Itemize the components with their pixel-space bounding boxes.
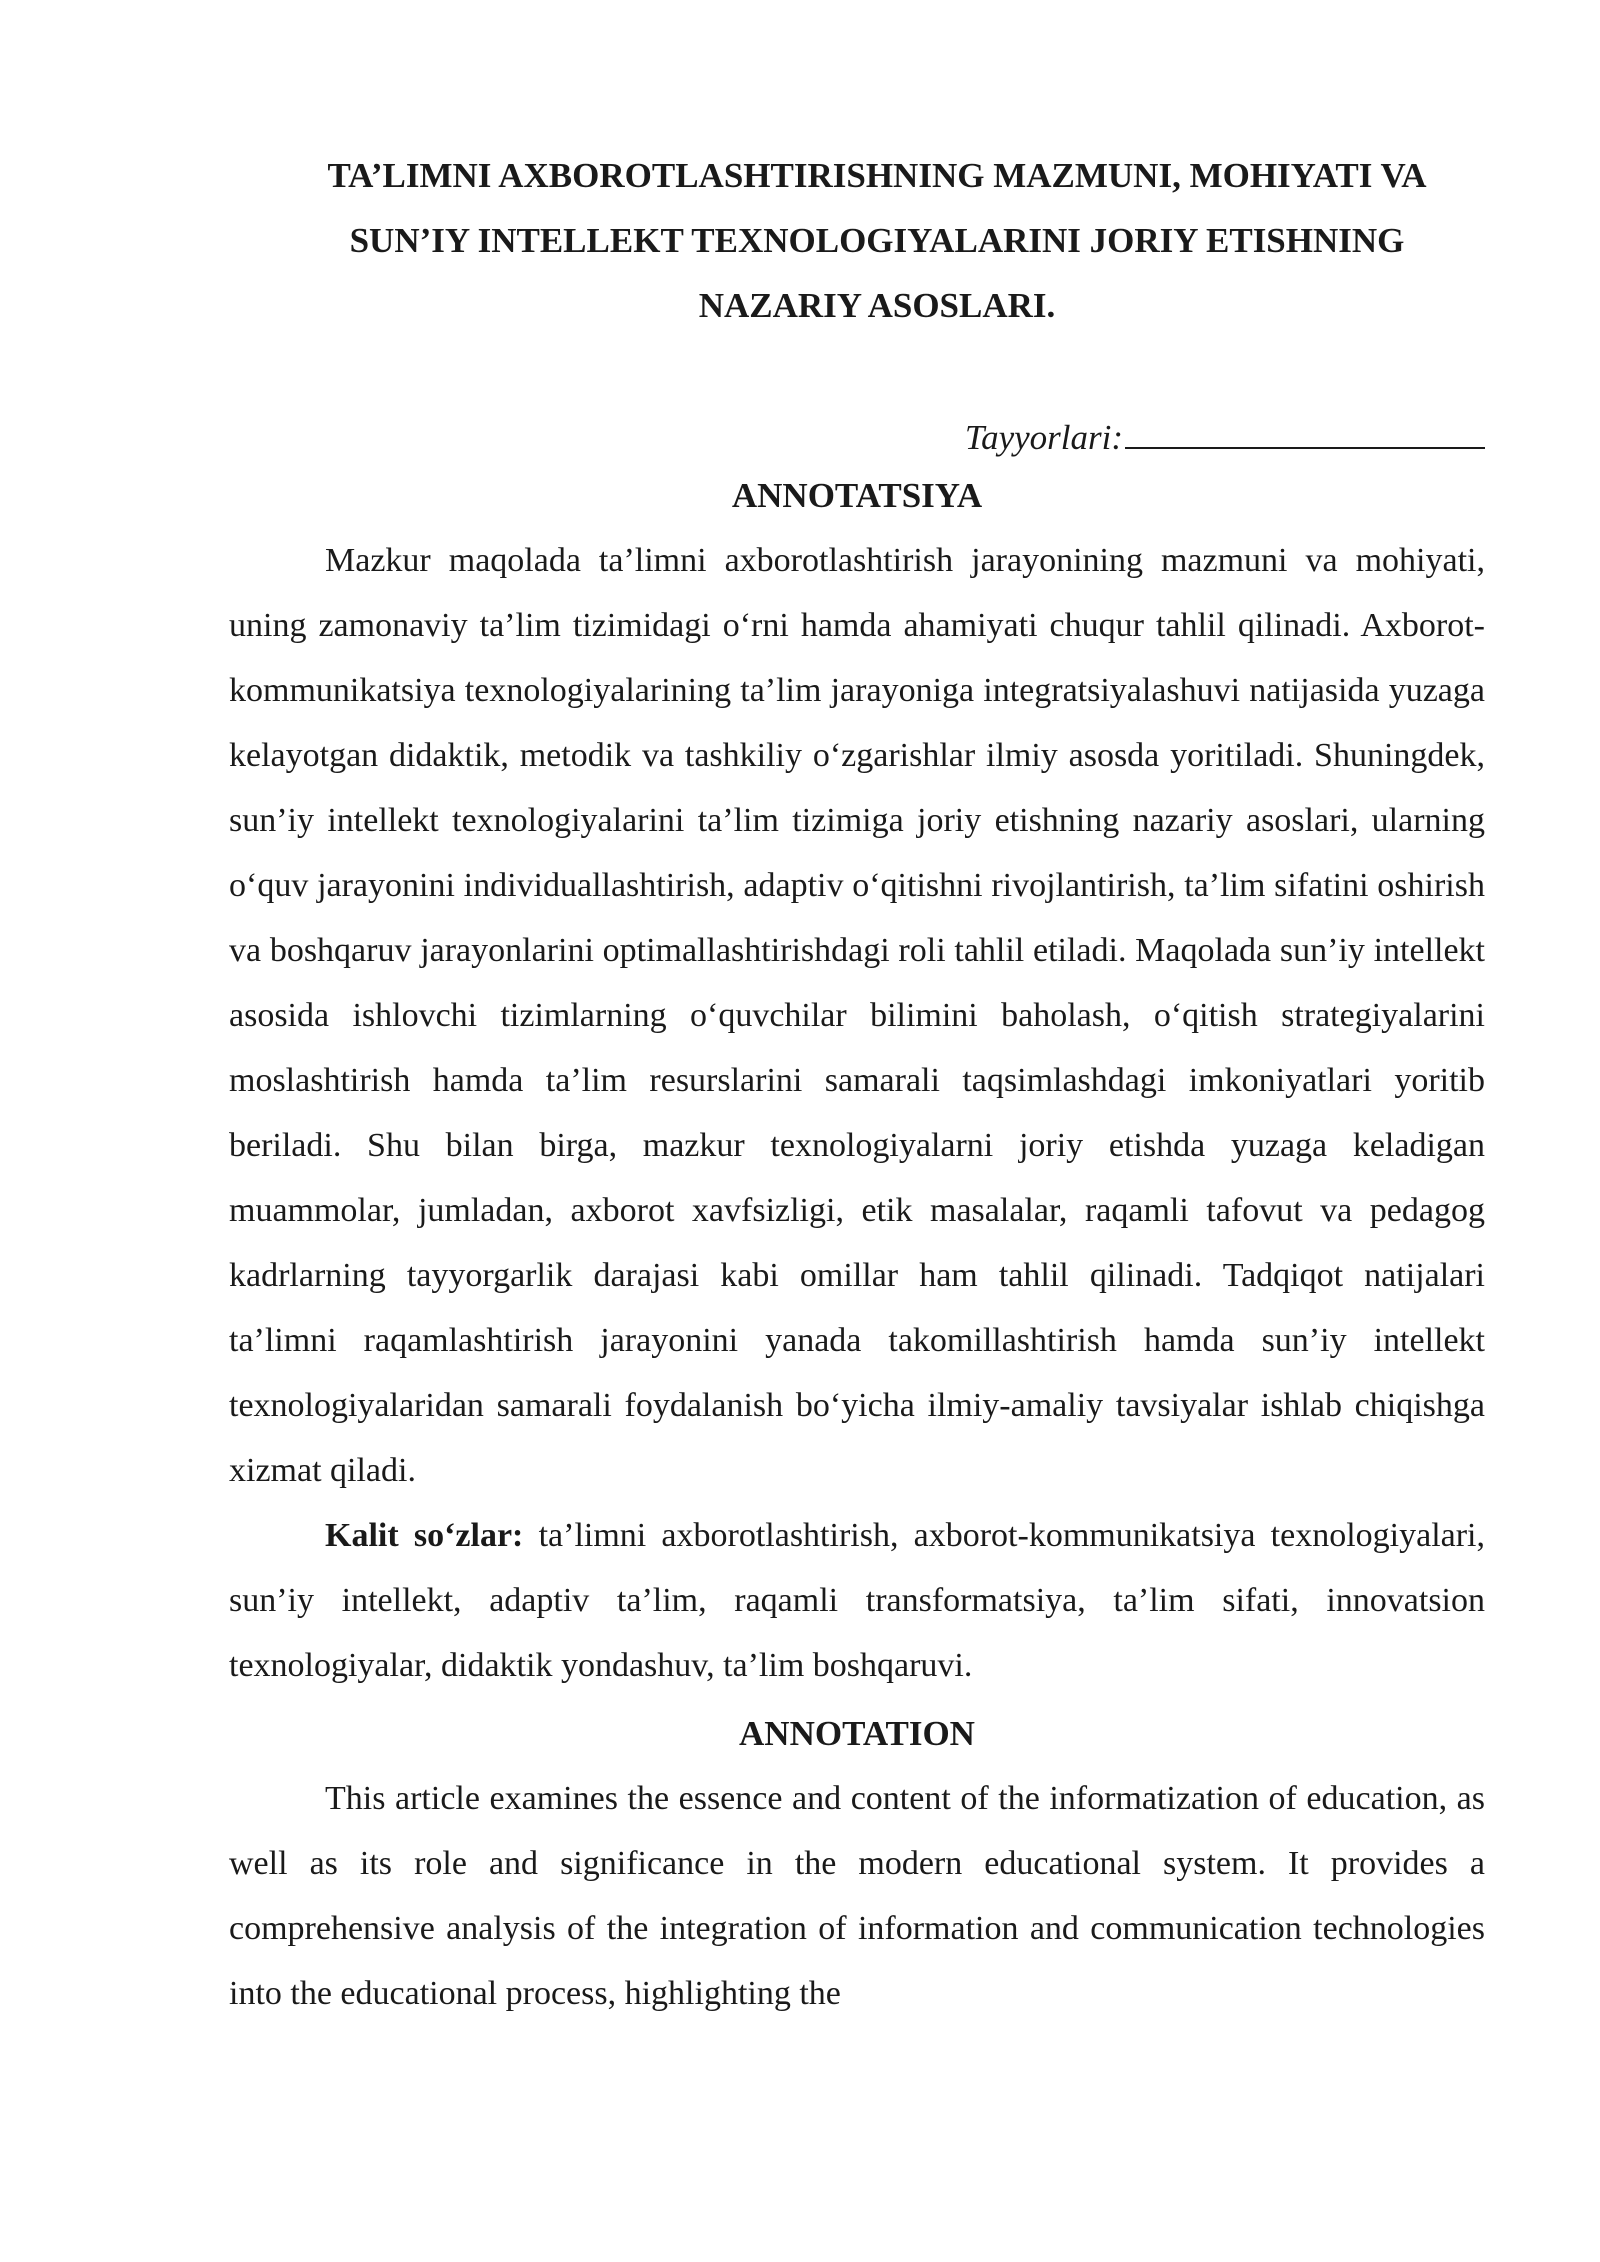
keywords-label: Kalit so‘zlar: (325, 1517, 524, 1554)
annotation-uz-paragraph: Mazkur maqolada ta’limni axborotlashtirish jarayonining mazmuni va mohiyati, uning zamonaviy ta’lim tizimidagi o‘rni hamda ahamiyati chuqur tahlil qilinadi. Axborot-kommunikatsiya texnologiyalarining ta’lim jarayoniga integratsiyalashuvi natijasida yuzaga kelayotgan didaktik, metodik va tashkiliy o‘zgarishlar ilmiy asosda yoritiladi. Shuningdek, sun’iy intellekt texnologiyalarini ta’lim tizimiga joriy etishning nazariy asoslari, ularning o‘quv jarayonini individuallashtirish, adaptiv o‘qitishni rivojlantirish, ta’lim sifatini oshirish va boshqaruv jarayonlarini optimallashtirishdagi roli tahlil etiladi. Maqolada sun’iy intellekt asosida ishlovchi tizimlarning o‘quvchilar bilimini baholash, o‘qitish strategiyalarini moslashtirish hamda ta’lim resurslarini samarali taqsimlashdagi imkoniyatlari yoritib beriladi. Shu bilan birga, mazkur texnologiyalarni joriy etishda yuzaga keladigan muammolar, jumladan, axborot xavfsizligi, etik masalalar, raqamli tafovut va pedagog kadrlarning tayyorgarlik darajasi kabi omillar ham tahlil qilinadi. Tadqiqot natijalari ta’limni raqamlashtirish jarayonini yanada takomillashtirish hamda sun’iy intellekt texnologiyalaridan samarali foydalanish bo‘yicha ilmiy-amaliy tavsiyalar ishlab chiqishga xizmat qiladi. (229, 542, 1485, 1489)
keywords-text: ta’limni axborotlashtirish, axborot-kommunikatsiya texnologiyalari, sun’iy intellekt, adaptiv ta’lim, raqamli transformatsiya, ta’lim sifati, innovatsion texnologiyalar, didaktik yondashuv, ta’lim boshqaruvi. (229, 1517, 1485, 1684)
keywords-paragraph (229, 1503, 1485, 1698)
annotation-en-paragraph: This article examines the essence and content of the informatization of education, as well as its role and significance in the modern educational system. It provides a comprehensive analysis of the integration of information and communication technologies into the educational process, highlighting the (229, 1780, 1485, 2012)
author-line (229, 413, 1485, 463)
document-title: TA’LIMNI AXBOROTLASHTIRISHNING MAZMUNI, MOHIYATI VA SUN’IY INTELLEKT TEXNOLOGIYALARINI JORIY ETISHNING NAZARIY ASOSLARI. (327, 156, 1427, 325)
author-blank-underline (1125, 417, 1485, 449)
annotation-uz-heading: ANNOTATSIYA (731, 476, 983, 515)
annotation-en-heading: ANNOTATION (739, 1714, 975, 1753)
author-label: Tayyorlari: (964, 418, 1123, 457)
